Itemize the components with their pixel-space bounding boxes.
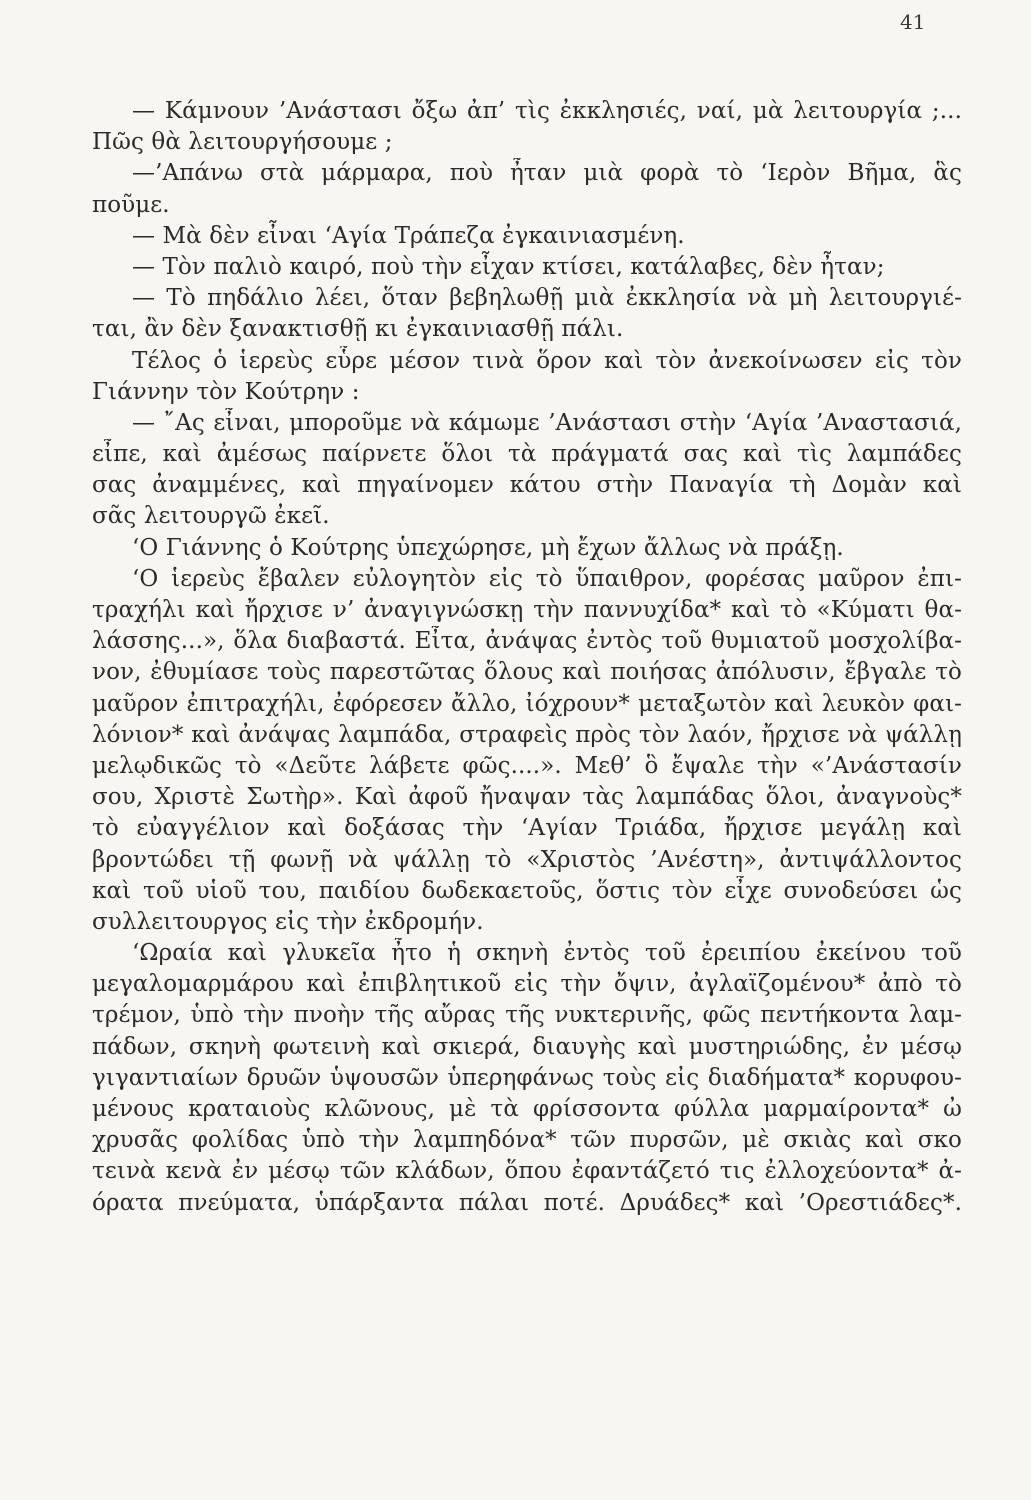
text-line: χρυσᾶς φολίδας ὑπὸ τὴν λαμπηδόνα* τῶν πυρσῶν, μὲ σκιὰς καὶ σκο (92, 1127, 962, 1154)
text-line: Πῶς θὰ λειτουργήσουμε ; (92, 129, 393, 156)
text-line: σᾶς λειτουργῶ ἐκεῖ. (92, 503, 330, 530)
text-line: πάδων, σκηνὴ φωτεινὴ καὶ σκιερά, διαυγὴς καὶ μυστηριώδης, ἐν μέσῳ (92, 1033, 962, 1060)
text-line: λάσσης...», ὅλα διαβαστά. Εἶτα, ἀνάψας ἐντὸς τοῦ θυμιατοῦ μοσχολίβα- (92, 628, 962, 655)
text-line: —’Απάνω στὰ μάρμαρα, ποὺ ἦταν μιὰ φορὰ τὸ ‘Ιερὸν Βῆμα, ἃς (132, 160, 962, 187)
text-line: εἶπε, καὶ ἀμέσως παίρνετε ὅλοι τὰ πράγματά σας καὶ τὶς λαμπάδες (92, 441, 962, 468)
text-line: μαῦρον ἐπιτραχήλι, ἐφόρεσεν ἄλλο, ἰόχρουν* μεταξωτὸν καὶ λευκὸν φαι- (92, 690, 962, 717)
text-line: τραχήλι καὶ ἤρχισε ν’ ἀναγιγνώσκῃ τὴν παννυχίδα* καὶ τὸ «Κύματι θα- (92, 597, 962, 623)
text-line: — Τὸν παλιὸ καιρό, ποὺ τὴν εἶχαν κτίσει, κατάλαβες, δὲν ἦταν; (132, 253, 885, 280)
page-number: 41 (900, 10, 926, 34)
text-line: μεγαλομαρμάρου καὶ ἐπιβλητικοῦ εἰς τὴν ὄψιν, ἀγλαϊζομένου* ἀπὸ τὸ (92, 971, 962, 998)
text-line: τεινὰ κενὰ ἐν μέσῳ τῶν κλάδων, ὅπου ἐφαντάζετό τις ἐλλοχεύοντα* ἀ- (92, 1158, 962, 1185)
text-line: ‘Ωραία καὶ γλυκεῖα ἦτο ἡ σκηνὴ ἐντὸς τοῦ ἐρειπίου ἐκείνου τοῦ (132, 940, 962, 967)
text-line: καὶ τοῦ υἱοῦ του, παιδίου δωδεκαετοῦς, ὅστις τὸν εἶχε συνοδεύσει ὡς (92, 877, 962, 904)
text-line: μένους κραταιοὺς κλῶνους, μὲ τὰ φρίσσοντα φύλλα μαρμαίροντα* ὠ (92, 1096, 962, 1122)
text-line: τὸ εὐαγγέλιον καὶ δοξάσας τὴν ‘Αγίαν Τριάδα, ἤρχισε μεγάλῃ καὶ (92, 815, 962, 842)
text-line: γιγαντιαίων δρυῶν ὑψουσῶν ὑπερηφάνως τοὺς εἰς διαδήματα* κορυφου- (92, 1064, 962, 1091)
text-line: — Μὰ δὲν εἶναι ‘Αγία Τράπεζα ἐγκαινιασμένη. (132, 222, 685, 249)
text-line: — Τὸ πηδάλιο λέει, ὅταν βεβηλωθῇ μιὰ ἐκκλησία νὰ μὴ λειτουργιέ- (132, 285, 962, 312)
text-line: τρέμον, ὑπὸ τὴν πνοὴν τῆς αὔρας τῆς νυκτερινῆς, φῶς πεντήκοντα λαμ- (92, 1002, 962, 1029)
text-line: συλλειτουργος εἰς τὴν ἐκδρομήν. (92, 908, 484, 935)
text-line: ‘Ο ἱερεὺς ἔβαλεν εὐλογητὸν εἰς τὸ ὕπαιθρον, φορέσας μαῦρον ἐπι- (132, 565, 962, 592)
text-line: σας ἀναμμένες, καὶ πηγαίνομεν κάτου στὴν Παναγία τὴ Δομὰν καὶ (92, 472, 962, 499)
body-text (92, 96, 962, 1219)
text-line: ποῦμε. (92, 191, 170, 218)
text-line: — ῎Ας εἶναι, μποροῦμε νὰ κάμωμε ’Ανάστασι στὴν ‘Αγία ’Αναστασιά, (132, 409, 962, 436)
text-line: σου, Χριστὲ Σωτὴρ». Καὶ ἀφοῦ ἤναψαν τὰς λαμπάδας ὅλοι, ἀναγνοὺς* (92, 784, 962, 811)
text-line: — Κάμνουν ’Ανάστασι ὄξω ἀπ’ τὶς ἐκκλησιές, ναί, μὰ λειτουργία ;... (132, 98, 962, 124)
text-line: λόνιον* καὶ ἀνάψας λαμπάδα, στραφεὶς πρὸς τὸν λαόν, ἤρχισε νὰ ψάλλῃ (92, 721, 962, 748)
text-line: ‘Ο Γιάννης ὁ Κούτρης ὑπεχώρησε, μὴ ἔχων ἄλλως νὰ πράξῃ. (132, 534, 844, 561)
text-line: μελῳδικῶς τὸ «Δεῦτε λάβετε φῶς....». Μεθ’ ὃ ἔψαλε τὴν «’Ανάστασίν (92, 752, 962, 779)
text-line: Γιάννην τὸν Κούτρην : (92, 378, 360, 405)
text-line: όρατα πνεύματα, ὑπάρξαντα πάλαι ποτέ. Δρυάδες* καὶ ’Ορεστιάδες*. (92, 1189, 962, 1216)
text-line: νον, ἐθυμίασε τοὺς παρεστῶτας ὅλους καὶ ποιήσας ἀπόλυσιν, ἔβγαλε τὸ (92, 659, 962, 686)
text-line: ται, ἂν δὲν ξανακτισθῇ κι ἐγκαινιασθῇ πάλι. (92, 316, 624, 343)
text-line: βροντώδει τῇ φωνῇ νὰ ψάλλῃ τὸ «Χριστὸς ’Ανέστη», ἀντιψάλλοντος (92, 846, 962, 873)
text-line: Τέλος ὁ ἱερεὺς εὗρε μέσον τινὰ ὅρον καὶ τὸν ἀνεκοίνωσεν εἰς τὸν (132, 347, 962, 374)
